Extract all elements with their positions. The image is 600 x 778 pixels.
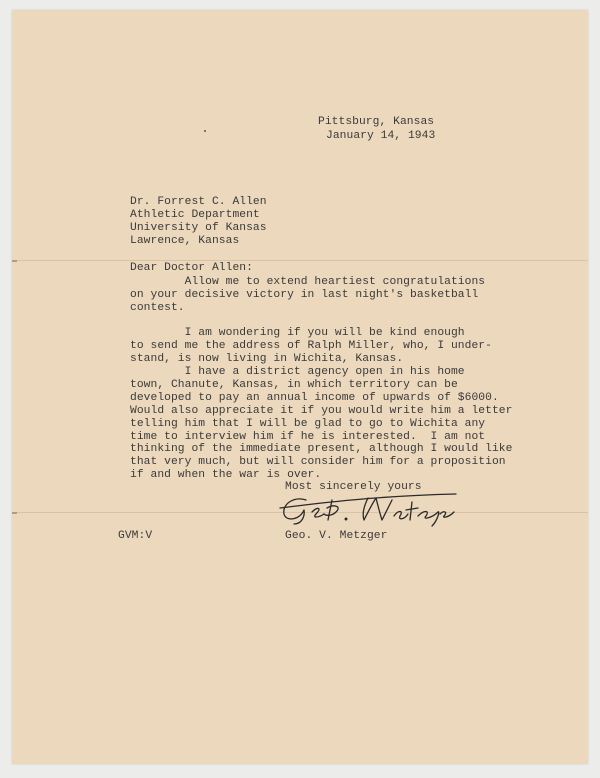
- reference-initials: GVM:V: [118, 530, 153, 542]
- letter-date: January 14, 1943: [326, 130, 436, 142]
- body-paragraph-3: I have a district agency open in his home town, Chanute, Kansas, in which territory can be developed to pay an annual income of upwards of $6000. Would also appreciate it if you would write him a letter telling him that I will be glad to go to Wichita any time to interview him if he is interested. I am not thinking of the immediate present, although I would like that very much, but will consider him for a proposition if and when the war is over.: [130, 366, 513, 482]
- edge-tick: [12, 512, 17, 514]
- body-paragraph-2: I am wondering if you will be kind enough to send me the address of Ralph Miller, who, I under- stand, is now living in Wichita, Kansas.: [130, 327, 492, 365]
- handwritten-signature: [272, 486, 458, 528]
- letter-place: Pittsburg, Kansas: [318, 116, 435, 128]
- recipient-name: Dr. Forrest C. Allen: [130, 196, 267, 208]
- recipient-institution: University of Kansas: [130, 222, 267, 234]
- salutation: Dear Doctor Allen:: [130, 262, 253, 274]
- fold-line: [12, 260, 588, 261]
- paper-speck: [204, 130, 206, 132]
- closing: Most sincerely yours: [285, 481, 422, 493]
- typed-signature-name: Geo. V. Metzger: [285, 530, 388, 542]
- edge-tick: [12, 260, 17, 262]
- recipient-city: Lawrence, Kansas: [130, 235, 240, 247]
- recipient-department: Athletic Department: [130, 209, 260, 221]
- body-paragraph-1: Allow me to extend heartiest congratulations on your decisive victory in last night's basketball contest.: [130, 276, 486, 314]
